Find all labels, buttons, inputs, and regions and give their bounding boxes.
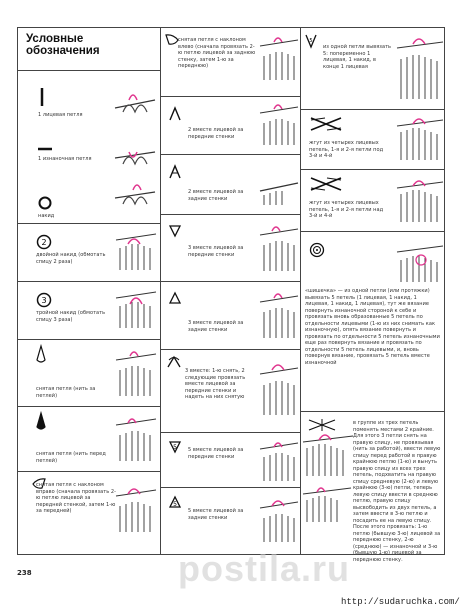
legend-cell	[161, 215, 301, 282]
legend-cell	[301, 27, 445, 110]
legend-text: 2 вместе лицевой за передние стенки	[188, 127, 244, 140]
legend-cell	[161, 488, 301, 555]
legend-text: 2 вместе лицевой за задние стенки	[188, 189, 244, 202]
legend-text: двойной накид (обмотать спицу 2 раза)	[36, 252, 106, 265]
legend-text: 5 вместе лицевой за задние стенки	[188, 508, 244, 521]
legend-cell	[301, 170, 445, 232]
knit-illustration-icon	[260, 360, 298, 420]
cable-under-symbol-icon	[309, 116, 343, 132]
knit-illustration-icon	[303, 430, 353, 478]
k5tog-front-symbol-icon	[169, 441, 181, 453]
legend-text: снятая петля (нить перед петлей)	[36, 451, 106, 464]
legend-text: 1 изнаночная петля	[38, 156, 92, 162]
legend-cell-slip-right	[17, 472, 161, 555]
legend-cell-slip-back	[17, 340, 161, 407]
legend-cell	[161, 350, 301, 433]
knit-illustration-icon	[260, 34, 298, 84]
k2tog-back-symbol-icon	[169, 165, 181, 179]
knit-illustration-icon	[303, 484, 351, 524]
legend-cell	[161, 433, 301, 488]
k3tog-front-symbol-icon	[169, 225, 181, 237]
knit-illustration-icon	[115, 78, 155, 208]
increase-5-symbol-icon	[305, 34, 317, 48]
legend-text: в группе из трех петель поменять местами 2 крайние. Для этого 3 петли снять на правую спицу, не провязывая (нить за работой), ввести левую спицу перед работой в правую крайнюю петлю (1-ю) и вынуть правую спицу из всех трех петель, подхватить на правую спицу средневую (2-ю) и левую крайнюю (3-ю) петли, теперь левую спицу ввести в среднюю петлю, правую спицу высвободить из двух петель, а затем ввести в 3-ю петлю и посадить ее на левую спицу. После этого провязать: 1-ю петлю (бывшую 3-ю) лицевой за переднюю стенку, 2-ю (среднюю) — изнаночной и 3-ю (бывшую 1-ю) лицевой за переднюю стенку.	[353, 420, 441, 563]
legend-text: жгут из четырех лицевых петель, 1-я и 2-я петли над 3-й и 4-й	[309, 200, 384, 219]
k5tog-back-symbol-icon	[169, 496, 181, 508]
svg-text:5: 5	[309, 38, 313, 44]
legend-text: из одной петли вывязать 5: попеременно 1 лицевая, 1 накид, в конце 1 лицевая	[323, 44, 392, 70]
knit-illustration-icon	[260, 496, 298, 546]
legend-cell	[301, 412, 445, 563]
knit-illustration-icon	[397, 176, 443, 226]
legend-cell-slip-front	[17, 407, 161, 472]
knit-illustration-icon	[116, 411, 156, 466]
slip-stitch-back-symbol-icon	[36, 346, 46, 364]
triple-yo-symbol-icon	[36, 292, 52, 308]
knit-illustration-icon	[397, 114, 443, 164]
knit-illustration-icon	[260, 169, 298, 209]
knit-illustration-icon	[397, 242, 443, 284]
legend-cell	[301, 232, 445, 412]
bobble-symbol-icon	[309, 242, 325, 258]
legend-cell	[161, 282, 301, 350]
legend-cell-triple-yo	[17, 282, 161, 340]
legend-text: снятая петля с наклоном вправо (сначала провязать 2-ю петлю лицевой за передней стенкой, затем 1-ю за передней)	[36, 482, 116, 514]
legend-text: 5 вместе лицевой за передние стенки	[188, 447, 244, 460]
k2tog-front-symbol-icon	[169, 107, 181, 121]
k3tog-back-symbol-icon	[169, 292, 181, 304]
knit-illustration-icon	[116, 230, 156, 275]
legend-text: 3 вместе: 1-ю снять, 2 следующие провязать вместе лицевой за передние стенки и надеть на них снятую	[185, 368, 246, 400]
knit-illustration-icon	[397, 34, 443, 104]
legend-text: 3 вместе лицевой за задние стенки	[188, 320, 244, 333]
watermark-site: http://sudaruchka.com/	[341, 597, 460, 607]
legend-text: 3 вместе лицевой за передние стенки	[188, 245, 244, 258]
knit-illustration-icon	[260, 288, 298, 343]
sk2p-symbol-icon	[167, 356, 181, 368]
svg-text:2: 2	[41, 238, 47, 247]
legend-cell-title	[17, 27, 161, 71]
knit-illustration-icon	[116, 482, 156, 537]
legend-text: «шишечка» — из одной петли (или протяжки) вывязать 5 петель (1 лицевая, 1 накид, 1 лицевая, 1 накид, 1 лицевая), тут же вязание повернуть изнаночной стороной к себе и провязать вновь образованные 5 петель по отдельности лицевыми (1-ю из них снимать как изнаночную), опять вязание повернуть и провязать по отдельности 5 петель изнаночными еще раз повернуть вязание и провязать по отдельности 5 петель лицевыми, и, вновь повернув вязание, провязать 5 петель вместе изнаночной	[305, 288, 440, 366]
knit-illustration-icon	[260, 221, 298, 276]
yarn-over-symbol-icon	[38, 196, 52, 210]
svg-text:3: 3	[41, 296, 47, 305]
slip-left-symbol-icon	[165, 34, 179, 46]
watermark-logo: postila.ru	[178, 548, 351, 589]
legend-text: тройной накид (обмотать спицу 3 раза)	[36, 310, 106, 323]
purl-stitch-symbol-icon	[38, 146, 52, 152]
legend-page	[17, 27, 445, 563]
legend-text: снятая петля с наклоном влево (сначала провязать 2-ю петлю лицевой за заднюю стенку, затем 1-ю за переднюю)	[178, 37, 256, 69]
slip-stitch-front-symbol-icon	[36, 413, 46, 431]
knit-illustration-icon	[116, 346, 156, 401]
double-yo-symbol-icon	[36, 234, 52, 250]
legend-text: 1 лицевая петля	[38, 112, 83, 118]
legend-cell	[161, 27, 301, 97]
knit-illustration-icon	[260, 439, 298, 484]
svg-text:5: 5	[173, 501, 177, 508]
cable-over-symbol-icon	[309, 176, 343, 192]
legend-cell-knit	[17, 70, 161, 224]
legend-text: жгут из четырех лицевых петель, 1-я и 2-я петли под 3-й и 4-й	[309, 140, 384, 159]
legend-cell	[161, 155, 301, 215]
legend-text: снятая петля (нить за петлей)	[36, 386, 96, 399]
legend-cell-double-yo	[17, 224, 161, 282]
page-number: 238	[17, 569, 32, 577]
legend-text: накид	[38, 213, 55, 219]
legend-cell	[301, 110, 445, 170]
knit-illustration-icon	[116, 288, 156, 333]
knit-illustration-icon	[260, 101, 298, 149]
knit-stitch-symbol-icon	[38, 88, 46, 106]
legend-cell	[161, 97, 301, 155]
svg-text:5: 5	[173, 444, 177, 451]
page-title: Условные обозначения	[26, 33, 100, 57]
